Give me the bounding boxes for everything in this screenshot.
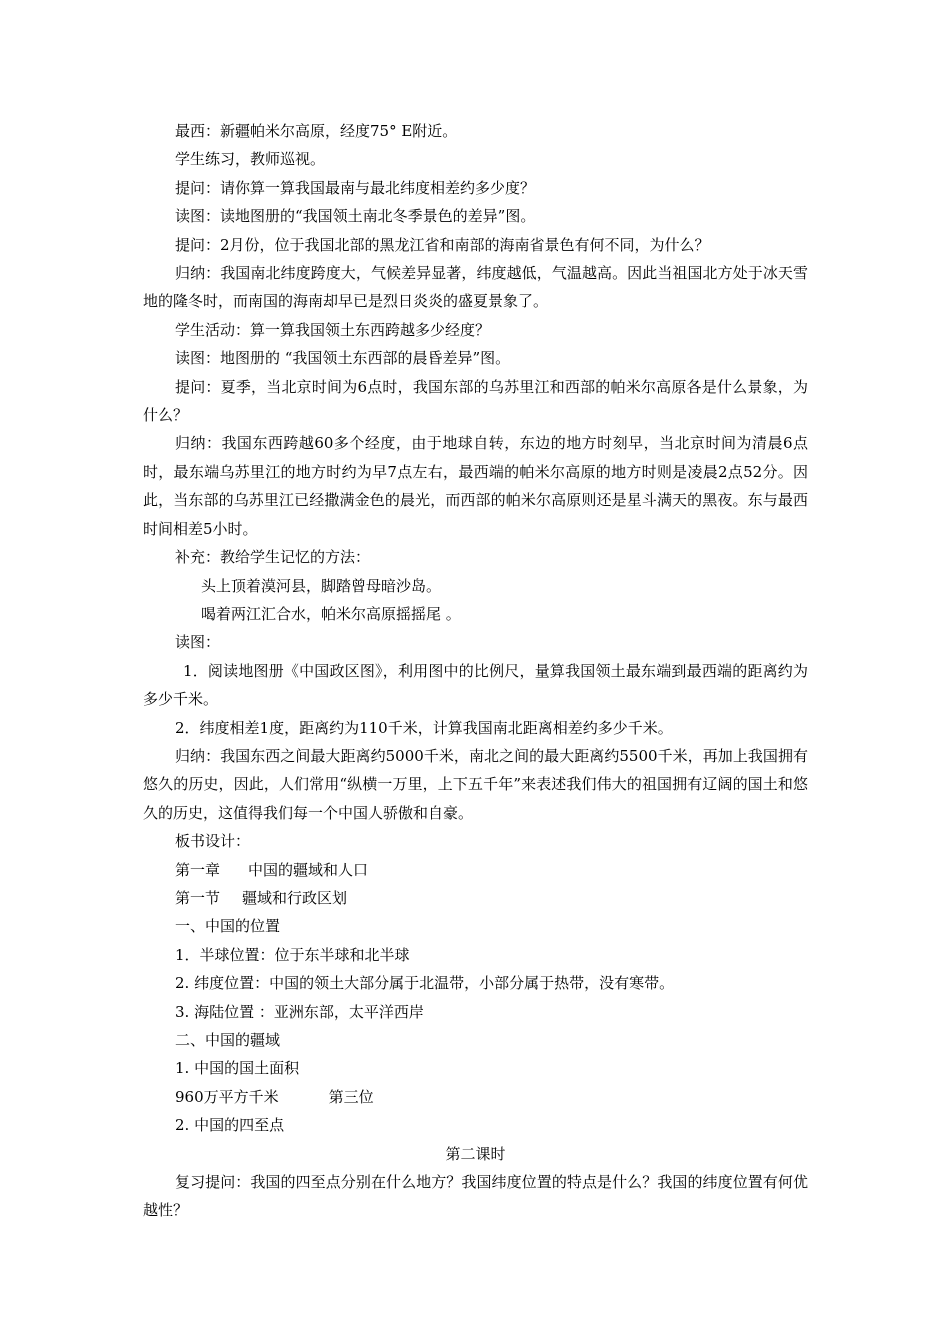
chapter-number: 第一章 bbox=[175, 860, 221, 879]
paragraph: 复习提问：我国的四至点分别在什么地方？我国纬度位置的特点是什么？我国的纬度位置有何优越性？ bbox=[143, 1173, 808, 1220]
text-line: 读图：地图册的 “我国领土东西部的晨昏差异”图。 bbox=[175, 349, 511, 368]
text-line: 最西：新疆帕米尔高原，经度75° E附近。 bbox=[175, 122, 458, 140]
board-item: 二、中国的疆域 bbox=[175, 1031, 281, 1049]
section-number: 第一节 bbox=[175, 888, 221, 907]
board-item: 2. 纬度位置：中国的领土大部分属于北温带，小部分属于热带，没有寒带。 bbox=[175, 974, 675, 993]
paragraph: 归纳：我国东西跨越60多个经度，由于地球自转，东边的地方时刻早，当北京时间为清晨6点时，最东端乌苏里江的地方时约为早7点左右，最西端的帕米尔高原的地方时则是凌晨2点52分。因此，当东部的乌苏里江已经撒满金色的晨光，而西部的帕米尔高原则还是星斗满天的黑夜。东与最西时间相差5小时。 bbox=[143, 434, 808, 538]
lesson-heading: 第二课时 bbox=[445, 1144, 506, 1163]
section-label: 板书设计： bbox=[175, 832, 251, 851]
paragraph: 归纳：我国东西之间最大距离约5000千米，南北之间的最大距离约5500千米，再加上我国拥有悠久的历史，因此，人们常用“纵横一万里，上下五千年”来表述我们伟大的祖国拥有辽阔的国土和悠久的历史，这值得我们每一个中国人骄傲和自豪。 bbox=[143, 746, 808, 822]
text-line: 学生活动：算一算我国领土东西跨越多少经度？ bbox=[175, 320, 491, 339]
board-item: 1. 中国的国土面积 bbox=[175, 1059, 300, 1078]
board-area bbox=[143, 1083, 808, 1111]
text-line: 学生练习，教师巡视。 bbox=[175, 150, 326, 169]
text-line: 读图：读地图册的“我国领土南北冬季景色的差异”图。 bbox=[175, 207, 536, 226]
chapter-title: 中国的疆域和人口 bbox=[248, 860, 369, 879]
area-value: 960万平方千米 bbox=[175, 1087, 279, 1106]
board-item: 1．半球位置：位于东半球和北半球 bbox=[175, 945, 410, 964]
board-chapter bbox=[143, 856, 808, 884]
board-section bbox=[143, 884, 808, 912]
paragraph: 提问：夏季，当北京时间为6点时，我国东部的乌苏里江和西部的帕米尔高原各是什么景象，为什么？ bbox=[143, 377, 808, 425]
mnemonic-line: 喝着两江汇合水，帕米尔高原摇摇尾 。 bbox=[201, 604, 461, 623]
board-item: 3. 海陆位置 ：亚洲东部，太平洋西岸 bbox=[175, 1002, 424, 1021]
text-line: 提问：2月份，位于我国北部的黑龙江省和南部的海南省景色有何不同，为什么？ bbox=[175, 235, 710, 254]
board-item: 一、中国的位置 bbox=[175, 917, 281, 936]
paragraph: 归纳：我国南北纬度跨度大，气候差异显著，纬度越低，气温越高。因此当祖国北方处于冰天雪地的隆冬时，而南国的海南却早已是烈日炎炎的盛夏景象了。 bbox=[143, 264, 808, 311]
text-line: 读图： bbox=[175, 633, 221, 652]
mnemonic-line: 头上顶着漠河县，脚踏曾母暗沙岛。 bbox=[201, 576, 442, 595]
text-line: 提问：请你算一算我国最南与最北纬度相差约多少度？ bbox=[175, 178, 536, 197]
text-line: 补充：教给学生记忆的方法： bbox=[175, 548, 371, 567]
section-title: 疆域和行政区划 bbox=[242, 888, 348, 907]
document-page bbox=[143, 117, 808, 1225]
numbered-item: 2．纬度相差1度，距离约为110千米，计算我国南北距离相差约多少千米。 bbox=[175, 718, 673, 737]
numbered-item: 1．阅读地图册《中国政区图》，利用图中的比例尺，量算我国领土最东端到最西端的距离约为多少千米。 bbox=[143, 661, 808, 709]
area-rank: 第三位 bbox=[328, 1087, 374, 1106]
board-item: 2. 中国的四至点 bbox=[175, 1116, 285, 1135]
